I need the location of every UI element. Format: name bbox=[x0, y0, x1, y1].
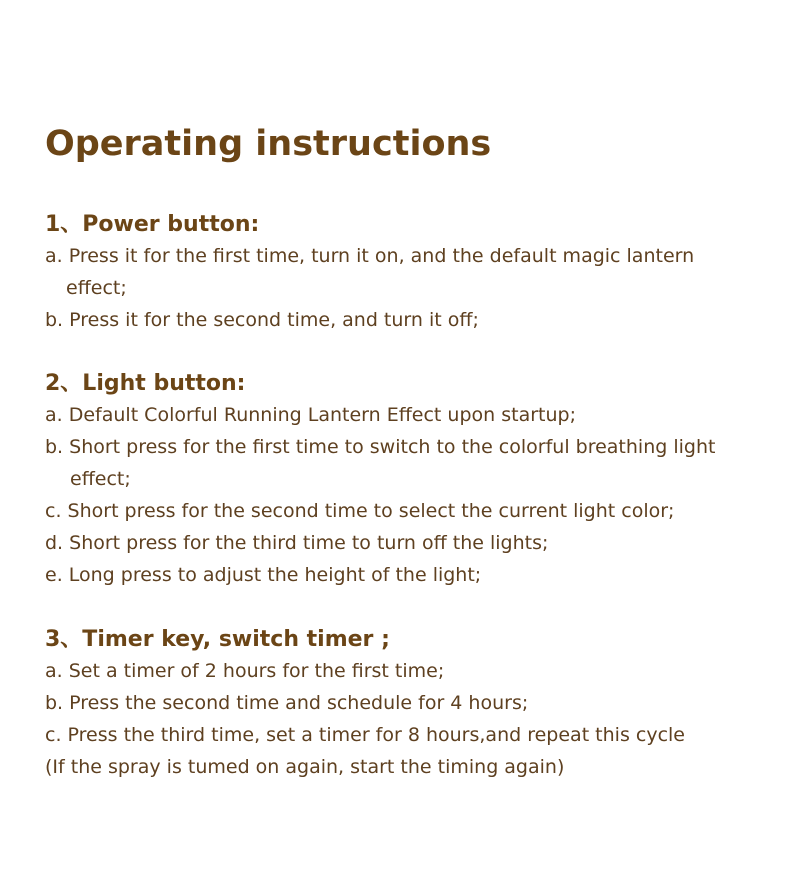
instruction-line: (If the spray is tumed on again, start the timing again) bbox=[45, 756, 565, 778]
instruction-line: d. Short press for the third time to turn off the lights; bbox=[45, 532, 549, 554]
instruction-line-continuation: effect; bbox=[70, 468, 131, 490]
instruction-line: e. Long press to adjust the height of the light; bbox=[45, 564, 482, 586]
instruction-line: a. Press it for the first time, turn it on, and the default magic lantern bbox=[45, 245, 695, 267]
section-light-button bbox=[45, 369, 765, 591]
instruction-line: b. Press it for the second time, and turn it off; bbox=[45, 309, 479, 331]
section-heading: 2、Light button: bbox=[45, 371, 246, 396]
instruction-line: a. Set a timer of 2 hours for the first time; bbox=[45, 660, 445, 682]
section-heading: 1、Power button: bbox=[45, 212, 260, 237]
instruction-line: c. Short press for the second time to select the current light color; bbox=[45, 500, 675, 522]
instruction-line-continuation: effect; bbox=[66, 277, 127, 299]
section-power-button bbox=[45, 210, 765, 336]
instruction-line: a. Default Colorful Running Lantern Effect upon startup; bbox=[45, 404, 576, 426]
instruction-line: b. Press the second time and schedule for 4 hours; bbox=[45, 692, 529, 714]
page-title: Operating instructions bbox=[45, 124, 492, 164]
instruction-line: c. Press the third time, set a timer for 8 hours,and repeat this cycle bbox=[45, 724, 685, 746]
section-timer-key bbox=[45, 625, 765, 783]
instruction-line: b. Short press for the first time to switch to the colorful breathing light bbox=[45, 436, 716, 458]
section-heading: 3、Timer key, switch timer ; bbox=[45, 627, 390, 652]
